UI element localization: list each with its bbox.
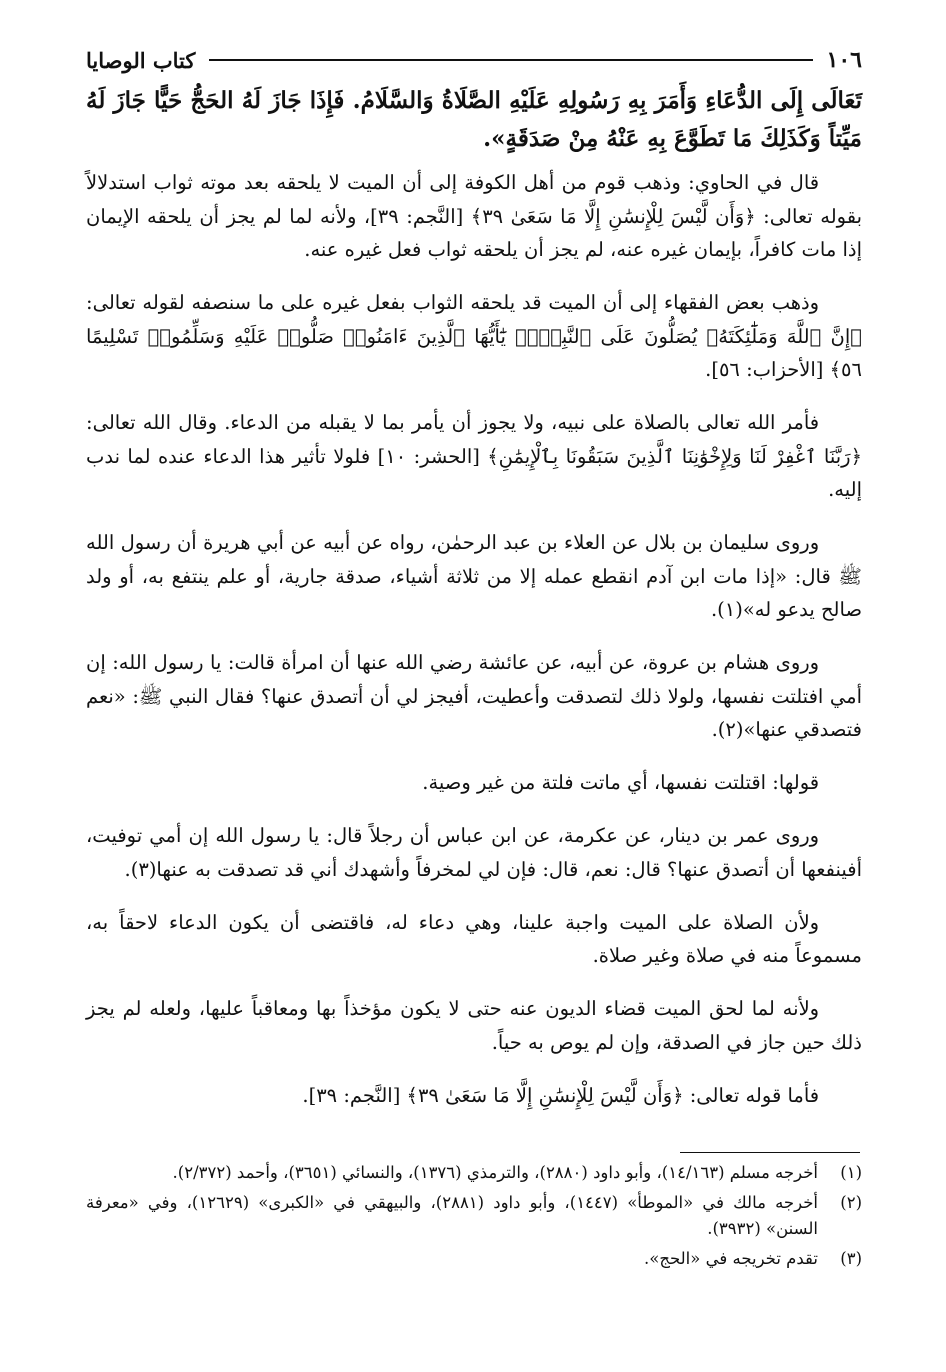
footnote (86, 1160, 862, 1186)
paragraph: وذهب بعض الفقهاء إلى أن الميت قد يلحقه الثواب بفعل غيره على ما سنصفه لقوله تعالى: ﴿إِنَّ ٱللَّهَ وَمَلَٰٓئِكَتَهُۥ يُصَلُّونَ عَلَى ٱلنَّبِيِّۚ يَٰٓأَيُّهَا ٱلَّذِينَ ءَامَنُوا۟ صَلُّوا۟ عَلَيْهِ وَسَلِّمُوا۟ تَسْلِيمًا ٥٦﴾ [الأحزاب: ٥٦]. (86, 291, 862, 381)
footnote-number: (٢) (840, 1193, 862, 1212)
paragraph: قولها: اقتلتت نفسها، أي ماتت فلتة من غير وصية. (422, 771, 820, 794)
page-number: ١٠٦ (826, 47, 862, 73)
footnote (86, 1190, 862, 1242)
paragraph: ولأن الصلاة على الميت واجبة علينا، وهي دعاء له، فاقتضى أن يكون الدعاء لاحقاً به، مسموعاً منه في صلاة وغير صلاة. (86, 910, 862, 967)
footnote-separator (680, 1152, 860, 1153)
paragraph: فأمر الله تعالى بالصلاة على نبيه، ولا يجوز أن يأمر بما لا يقبله من الدعاء. وقال الله تعالى: ﴿رَبَّنَا ٱغْفِرْ لَنَا وَلِإِخْوَٰنِنَا ٱلَّذِينَ سَبَقُونَا بِٱلْإِيمَٰنِ﴾ [الحشر: ١٠] فلولا تأثير هذا الدعاء عنده لما ندب إليه. (86, 411, 862, 501)
running-header (86, 40, 862, 80)
page-body (86, 40, 862, 1132)
footnote-text: أخرجه مسلم (١٤/١٦٣)، وأبو داود (٢٨٨٠)، والترمذي (١٣٧٦)، والنسائي (٣٦٥١)، وأحمد (٢/٣٧٢). (172, 1163, 818, 1182)
footnote-text: أخرجه مالك في «الموطأ» (١٤٤٧)، وأبو داود (٢٨٨١)، والبيهقي في «الكبرى» (١٢٦٢٩)، وفي «معرفة السنن» (٣٩٣٢). (86, 1193, 818, 1238)
paragraph: قال في الحاوي: وذهب قوم من أهل الكوفة إلى أن الميت لا يلحقه بعد موته ثواب استدلالاً بقوله تعالى: ﴿وَأَن لَّيْسَ لِلْإِنسَٰنِ إِلَّا مَا سَعَىٰ ٣٩﴾ [النَّجم: ٣٩]، ولأنه لما لم يجز أن يلحقه الإيمان إذا مات كافراً، بإيمان غيره عنه، لم يجز أن يلحقه ثواب فعل غيره عنه. (86, 171, 863, 261)
hadith-quote: تَعَالَى إِلَى الدُّعَاءِ وَأَمَرَ بِهِ رَسُولِهِ عَلَيْهِ الصَّلَاةُ وَالسَّلَامُ. فَإِذَا جَازَ لَهُ الحَجُّ حَيًّا جَازَ لَهُ مَيِّتاً وَكَذَلِكَ مَا تَطَوَّعَ بِهِ عَنْهُ مِنْ صَدَقَةٍ». (86, 87, 862, 152)
header-rule (209, 59, 812, 61)
paragraph: وروى سليمان بن بلال عن العلاء بن عبد الرحمٰن، رواه عن أبيه عن أبي هريرة أن رسول الله ﷺ قال: «إذا مات ابن آدم انقطع عمله إلا من ثلاثة أشياء، صدقة جارية، أو علم ينتفع به، أو ولد صالح يدعو له»(١). (86, 531, 862, 621)
paragraph: وروى هشام بن عروة، عن أبيه، عن عائشة رضي الله عنها أن امرأة قالت: يا رسول الله: إن أمي افتلتت نفسها، ولولا ذلك لتصدقت وأعطيت، أفيجز لي أن أتصدق عنها؟ فقال النبي ﷺ: «نعم فتصدقي عنها»(٢). (86, 651, 862, 741)
footnote (86, 1246, 862, 1272)
paragraph: وروى عمر بن دينار، عن عكرمة، عن ابن عباس أن رجلاً قال: يا رسول الله إن أمي توفيت، أفينفعها أن أتصدق عنها؟ قال: نعم، قال: فإن لي لمخرفاً وأشهدك أني قد تصدقت به عنها(٣). (86, 824, 862, 881)
footnote-number: (٣) (840, 1249, 862, 1268)
footnotes (86, 1160, 862, 1276)
footnote-text: تقدم تخريجه في «الحج». (644, 1249, 818, 1268)
paragraph: فأما قوله تعالى: ﴿وَأَن لَّيْسَ لِلْإِنسَٰنِ إِلَّا مَا سَعَىٰ ٣٩﴾ [النَّجم: ٣٩]. (302, 1083, 820, 1107)
footnote-number: (١) (840, 1163, 862, 1182)
book-title: كتاب الوصايا (86, 47, 196, 73)
paragraph: ولأنه لما لحق الميت قضاء الديون عنه حتى لا يكون مؤخذاً بها ومعاقباً عليها، ولعله لم يجز ذلك حين جاز في الصدقة، وإن لم يوص به حياً. (86, 997, 862, 1054)
